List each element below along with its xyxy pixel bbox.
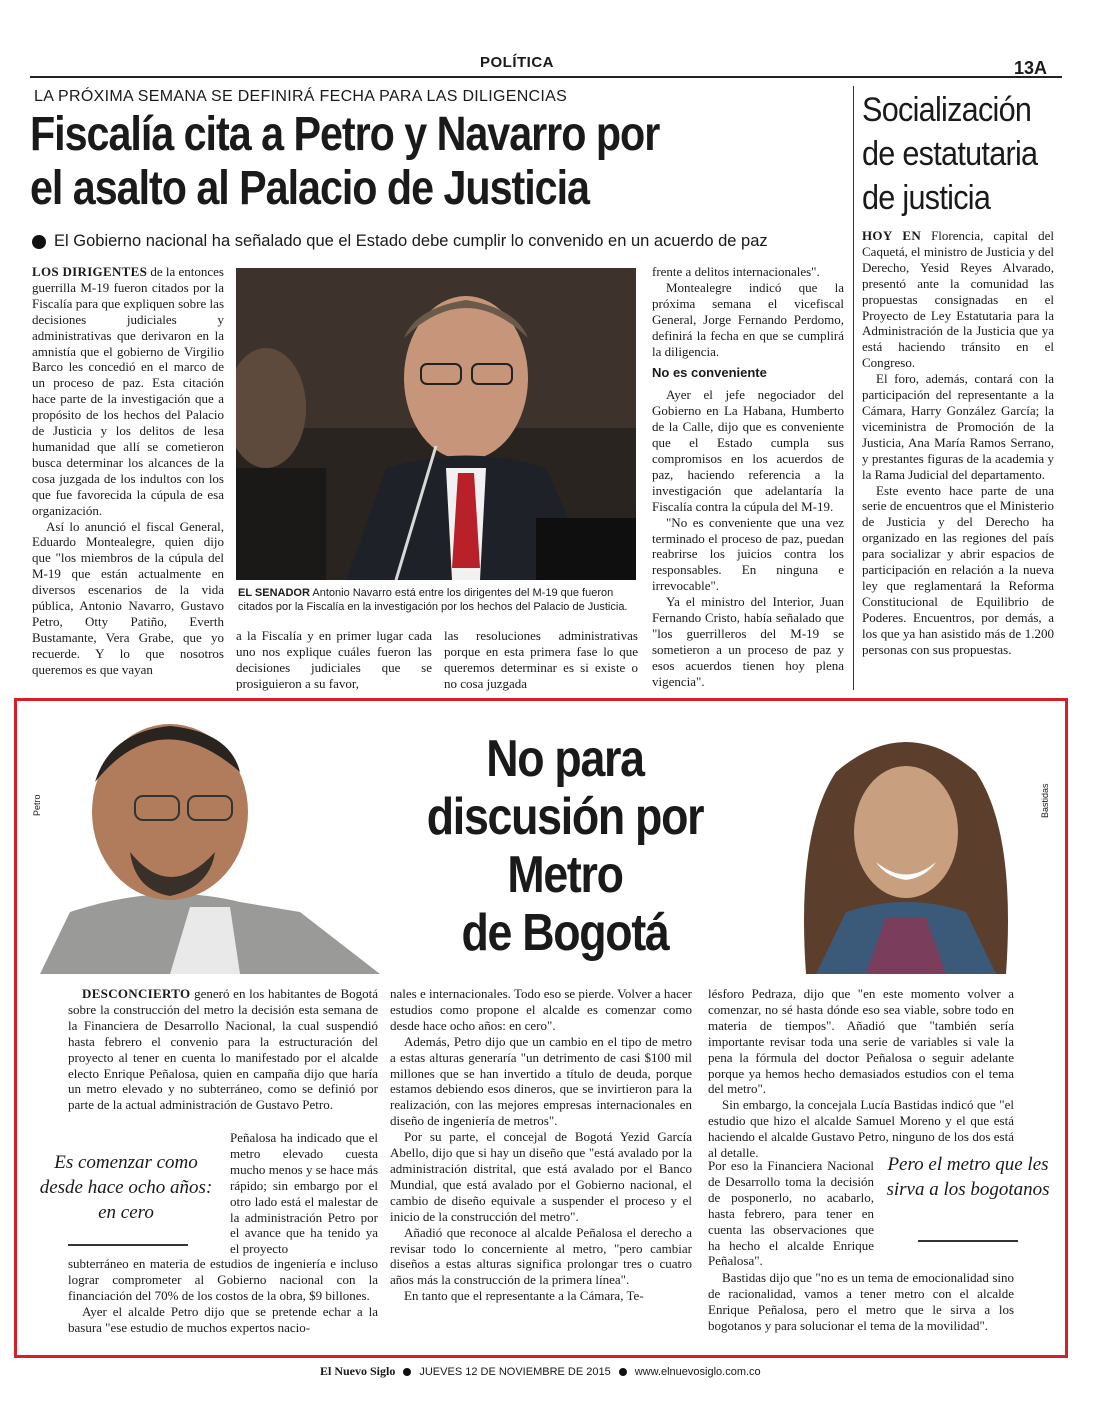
bastidas-photo bbox=[766, 712, 1046, 974]
paragraph: nales e internacionales. Todo eso se pierde. Volver a hacer estudios como propone el alcalde es comenzar como desde hace ocho años: en cero". bbox=[390, 986, 692, 1033]
paragraph: Ya el ministro del Interior, Juan Fernando Cristo, había señalado que "los guerrilleros del M-19 se sometieron a un proceso de paz y esos acuerdos tienen hoy plena vigencia". bbox=[652, 594, 844, 689]
pull-quote-rule bbox=[68, 1244, 188, 1246]
petro-portrait-image bbox=[40, 712, 380, 974]
title-line: de Bogotá bbox=[461, 904, 669, 962]
feature-title bbox=[406, 730, 724, 962]
paragraph: subterráneo en materia de estudios de ingeniería e incluso lograr comprometer al Gobierno nacional con la financiación del 70% de los costos de la obra, $9 billones. bbox=[68, 1256, 378, 1303]
article-column-1 bbox=[32, 264, 224, 678]
feature-column-3-narrow bbox=[708, 1158, 874, 1269]
deck-text: El Gobierno nacional ha señalado que el Estado debe cumplir lo convenido en un acuerdo de paz bbox=[54, 232, 768, 250]
side-article-body bbox=[862, 228, 1054, 657]
caption-text: Antonio Navarro está entre los dirigentes del M-19 que fueron citados por la Fiscalía en la investigación por los hechos del Palacio de Justicia. bbox=[238, 587, 628, 613]
paragraph: Bastidas dijo que "no es un tema de emocionalidad sino de racionalidad, vamos a tener metro con el alcalde Enrique Peñalosa, pero el metro que le sirva a los bogotanos y para solucionar el tema de la movilidad". bbox=[708, 1270, 1014, 1333]
paragraph: Este evento hace parte de una serie de encuentros que el Ministerio de Justicia y del Derecho ha organizado en las regiones del país para socializar y abrir espacios de participación en relación a la nueva ley que reglamentará la Reforma Constitucional de Equilibrio de Poderes. Encuentros, por demás, a los que ya han asistido más de 1.200 personas con sus propuestas. bbox=[862, 482, 1054, 657]
side-article-title bbox=[862, 88, 1051, 220]
photo-credit-right: Bastidas bbox=[1040, 783, 1050, 818]
title-line: Metro bbox=[507, 846, 623, 904]
headline-line: Fiscalía cita a Petro y Navarro por bbox=[30, 108, 660, 161]
article-kicker: LA PRÓXIMA SEMANA SE DEFINIRÁ FECHA PARA LAS DILIGENCIAS bbox=[34, 88, 568, 105]
page-footer bbox=[320, 1364, 761, 1379]
paragraph: Añadió que reconoce al alcalde Peñalosa el derecho a revisar todo lo concerniente al metro, "pero cambiar diseños a estas alturas significa prolongar tres o cuatro años más la construcción de la primera línea". bbox=[390, 1224, 692, 1288]
paragraph: las resoluciones administrativas porque en esta primera fase lo que queremos determinar es si existe o no cosa juzgada bbox=[444, 628, 638, 691]
bullet-icon bbox=[403, 1368, 411, 1376]
lead-in: LOS DIRIGENTES bbox=[32, 264, 148, 279]
article-column-2 bbox=[236, 628, 432, 692]
paragraph bbox=[862, 228, 1054, 371]
title-line: Socialización bbox=[862, 91, 1032, 129]
lead-in: DESCONCIERTO bbox=[82, 986, 191, 1001]
paragraph: Montealegre indicó que la próxima semana el vicefiscal General, Jorge Fernando Perdomo, definirá la fecha en que se cumplirá la diligencia. bbox=[652, 279, 844, 359]
pull-quote-right: Pero el metro que les sirva a los bogotanos bbox=[886, 1154, 1050, 1200]
headline-line: el asalto al Palacio de Justicia bbox=[30, 162, 589, 215]
bullet-icon bbox=[32, 235, 46, 249]
paragraph-text: de la entonces guerrilla M-19 fueron citados por la Fiscalía para que expliquen sobre las decisiones judiciales y administrativas que derivaron en la amnistía que el gobierno de Virgilio Barco les concedió en el marco de un proceso de paz. Esta citación hace parte de la investigación que a propósito de los hechos del Palacio de Justicia y los delitos de lesa humanidad que allí se cometieron busca determinar los alcances de la cosa juzgada de los indultos con los que fue favorecida la cúpula de esa organización. bbox=[32, 264, 224, 518]
paragraph: Peñalosa ha indicado que el metro elevado cuesta mucho menos y se hace más rápido; sin embargo por el otro lado está el malestar de la administración Petro por el avance que ha tenido ya el proyecto bbox=[230, 1130, 378, 1257]
article-headline bbox=[30, 108, 735, 216]
photo-caption bbox=[238, 586, 638, 614]
bastidas-portrait-image bbox=[766, 712, 1046, 974]
paragraph-text: Florencia, capital del Caquetá, el ministro de Justicia y del Derecho, Yesid Reyes Alvarado, presentó ante la comunidad las propuestas consignadas en el Proyecto de Ley Estatutaria para la Administración de la Justicia que ya está haciendo tránsito en el Congreso. bbox=[862, 228, 1054, 371]
subheading: No es conveniente bbox=[652, 365, 767, 381]
feature-column-3-cont bbox=[708, 1270, 1014, 1334]
lead-in: HOY EN bbox=[862, 228, 922, 243]
footer-date: JUEVES 12 DE NOVIEMBRE DE 2015 bbox=[419, 1365, 611, 1378]
feature-column-1-narrow bbox=[230, 1130, 378, 1257]
article-column-4 bbox=[652, 264, 844, 690]
footer-url[interactable]: www.elnuevosiglo.com.co bbox=[634, 1365, 761, 1378]
paragraph: Ayer el jefe negociador del Gobierno en La Habana, Humberto de la Calle, dijo que es conveniente que el Estado cumpla sus compromisos en los acuerdos de paz, haciendo referencia a la investigación que adelantaría la Fiscalía contra la cúpula del M-19. bbox=[652, 387, 844, 514]
paragraph: Además, Petro dijo que un cambio en el tipo de metro a estas alturas generaría "un detrimento de casi $100 mil millones que se han invertido a título de deuda, porque estamos debiendo esos dineros, que se invirtieron para la realización, con las mejores empresas internacionales en diseño de ingeniería de metros". bbox=[390, 1033, 692, 1129]
navarro-portrait-image bbox=[236, 268, 636, 580]
feature-column-1 bbox=[68, 986, 378, 1113]
pull-quote-rule bbox=[918, 1240, 1018, 1242]
paragraph: frente a delitos internacionales". bbox=[652, 264, 820, 279]
paragraph: En tanto que el representante a la Cámara, Te- bbox=[404, 1288, 644, 1304]
paragraph bbox=[32, 264, 224, 519]
paragraph: Así lo anunció el fiscal General, Eduardo Montealegre, quien dijo que "los miembros de la cúpula del M-19 que están actualmente en diversos escenarios de la vida pública, Antonio Navarro, Gustavo Petro, Otty Patiño, Everth Bustamante, Vera Grabe, que yo recuerde. Y lo que nosotros queremos es que vayan bbox=[32, 518, 224, 677]
feature-column-3 bbox=[708, 986, 1014, 1161]
title-line: de estatutaria bbox=[862, 135, 1038, 173]
paragraph bbox=[68, 986, 378, 1113]
section-label: POLÍTICA bbox=[480, 54, 554, 71]
newspaper-brand: El Nuevo Siglo bbox=[320, 1364, 396, 1378]
navarro-photo bbox=[236, 268, 636, 580]
paragraph-text: generó en los habitantes de Bogotá sobre la construcción del metro la decisión esta semana de la Financiera de Desarrollo Nacional, la cual suspendió hasta febrero el convenio para la estructuración del proyecto al tener en cuenta lo manifestado por el alcalde electo Enrique Peñalosa, quien en campaña dijo que haría un metro elevado y no subterráneo, como se definió por parte de la actual administración de Gustavo Petro. bbox=[68, 986, 378, 1113]
petro-photo bbox=[40, 712, 380, 974]
title-line: de justicia bbox=[862, 179, 991, 217]
paragraph: El foro, además, contará con la participación del representante a la Cámara, Harry González García; la viceministra de Promoción de la Justicia, Ana María Ramos Serrano, y prestantes figuras de la academia y la Rama Judicial del departamento. bbox=[862, 371, 1054, 482]
paragraph: Ayer el alcalde Petro dijo que se pretende echar a la basura "ese estudio de muchos expertos nacio- bbox=[68, 1303, 378, 1335]
feature-column-1-cont bbox=[68, 1256, 378, 1336]
caption-lead: EL SENADOR bbox=[238, 587, 310, 599]
bullet-icon bbox=[619, 1368, 627, 1376]
title-line: No para bbox=[486, 730, 644, 788]
column-divider bbox=[853, 86, 854, 690]
paragraph: Por eso la Financiera Nacional de Desarrollo toma la decisión de posponerlo, no acabarlo, hasta febrero, para tener en cuenta las observaciones que ha hecho el alcalde Enrique Peñalosa". bbox=[708, 1158, 874, 1269]
photo-credit-left: Petro bbox=[32, 794, 42, 816]
article-column-3 bbox=[444, 628, 638, 692]
paragraph: Sin embargo, la concejala Lucía Bastidas indicó que "el estudio que hizo el alcalde Samuel Moreno y el que está haciendo el alcalde Gustavo Petro, ninguno de los dos está al detalle. bbox=[708, 1097, 1014, 1161]
paragraph: "No es conveniente que una vez terminado el proceso de paz, puedan reabrirse los juicios contra los responsables. En ninguna e irrevocable". bbox=[652, 514, 844, 594]
article-deck bbox=[32, 232, 852, 251]
title-line: discusión por bbox=[426, 788, 704, 846]
pull-quote-left: Es comenzar como desde hace ocho años: en cero bbox=[39, 1152, 213, 1223]
feature-column-2 bbox=[390, 986, 692, 1304]
paragraph: a la Fiscalía y en primer lugar cada uno nos explique cuáles fueron las decisiones judiciales que se prosiguieron a su favor, bbox=[236, 628, 432, 691]
paragraph: Por su parte, el concejal de Bogotá Yezid García Abello, dijo que si hay un diseño que "está avalado por la administración distrital, que está avalado por el Banco Mundial, que está avalado por el Gobierno nacional, el cambio de diseño equivale a suspender el proceso y el inicio de la construcción del metro". bbox=[390, 1129, 692, 1224]
page-number: 13A bbox=[1014, 58, 1048, 78]
paragraph: lésforo Pedraza, dijo que "en este momento volver a comenzar, no sé hasta dónde eso sea viable, sobre todo en materia de tiempos". Añadió que "también sería importante revisar toda una serie de variables si vale la pena la fórmula del doctor Peñalosa o seguir adelante porque ya hemos hecho demasiados estudios con el tema del metro". bbox=[708, 986, 1014, 1097]
header-rule bbox=[30, 76, 1062, 78]
